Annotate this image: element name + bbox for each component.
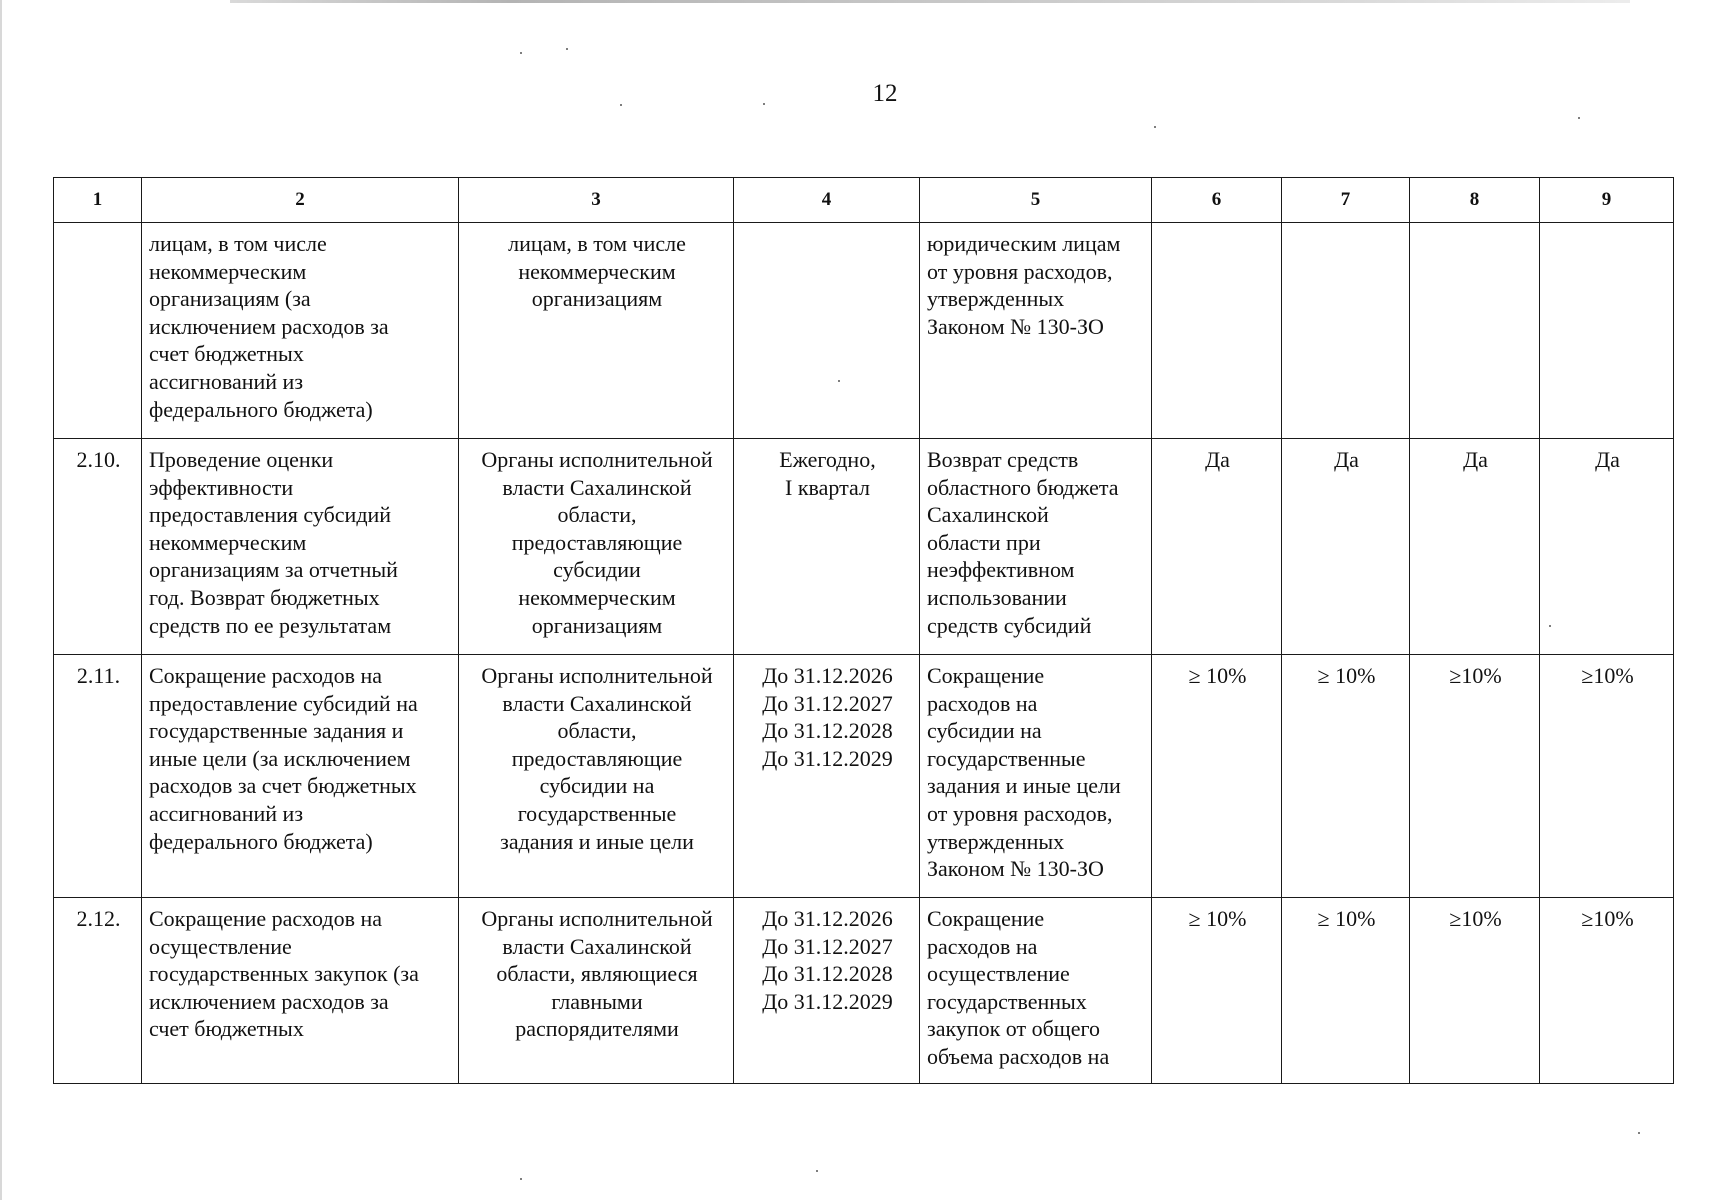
cell-line: некоммерческим	[149, 529, 307, 555]
cell-line: Органы исполнительной	[481, 663, 713, 688]
indicator-cell: ≥10%	[1410, 655, 1540, 898]
cell-line: предоставляющие	[511, 745, 683, 771]
row-number-cell: 2.11.	[54, 655, 142, 898]
table-row	[54, 898, 1674, 1084]
cell-line: Проведение оценки	[149, 447, 334, 472]
cell-line: осуществление	[927, 961, 1070, 987]
cell-line: юридическим лицам	[927, 231, 1121, 256]
term-cell	[734, 223, 920, 439]
cell-line: неэффективном	[927, 557, 1075, 583]
cell-line: государственных	[927, 988, 1087, 1014]
cell-line: Сахалинской	[927, 502, 1049, 528]
measure-cell	[142, 655, 459, 898]
cell-line: предоставления субсидий	[149, 502, 392, 528]
executor-cell	[459, 655, 734, 898]
cell-line: До 31.12.2027	[762, 933, 893, 959]
indicator-cell: Да	[1152, 439, 1282, 655]
cell-line: области при	[927, 529, 1041, 555]
cell-line: областного бюджета	[927, 474, 1119, 500]
scan-edge	[0, 0, 2, 1200]
table-row	[54, 439, 1674, 655]
cell-line: власти Сахалинской	[502, 933, 692, 959]
measure-cell	[142, 898, 459, 1084]
cell-line: некоммерческим	[518, 258, 676, 284]
scan-speck	[763, 103, 765, 105]
row-number-cell: 2.12.	[54, 898, 142, 1084]
scan-speck	[1549, 625, 1551, 627]
column-header: 6	[1152, 178, 1282, 223]
cell-line: расходов на	[927, 690, 1038, 716]
column-header: 1	[54, 178, 142, 223]
cell-line: объема расходов на	[927, 1043, 1110, 1069]
cell-line: государственных закупок (за	[149, 961, 419, 987]
cell-line: год. Возврат бюджетных	[149, 584, 380, 610]
cell-line: некоммерческим	[149, 258, 307, 284]
scan-speck	[1154, 126, 1156, 128]
cell-line: власти Сахалинской	[502, 474, 692, 500]
indicator-cell	[1410, 223, 1540, 439]
cell-line: от уровня расходов,	[927, 800, 1113, 826]
term-cell	[734, 898, 920, 1084]
cell-line: лицам, в том числе	[149, 231, 327, 256]
result-cell	[920, 439, 1152, 655]
cell-line: предоставляющие	[511, 529, 683, 555]
cell-line: До 31.12.2029	[762, 988, 893, 1014]
cell-line: государственные	[517, 800, 677, 826]
cell-line: средств субсидий	[927, 612, 1092, 638]
cell-line: Возврат средств	[927, 447, 1079, 472]
cell-line: власти Сахалинской	[502, 690, 692, 716]
cell-line: До 31.12.2026	[762, 663, 893, 688]
indicator-cell: ≥10%	[1540, 655, 1674, 898]
indicator-cell	[1152, 223, 1282, 439]
column-header: 3	[459, 178, 734, 223]
cell-line: ассигнований из	[149, 800, 304, 826]
scan-speck	[620, 104, 622, 106]
indicator-cell: ≥ 10%	[1282, 655, 1410, 898]
scan-speck	[1578, 117, 1580, 119]
scan-speck	[1638, 1132, 1640, 1134]
cell-line: Органы исполнительной	[481, 906, 713, 931]
table-row	[54, 655, 1674, 898]
cell-line: До 31.12.2027	[762, 690, 893, 716]
result-cell	[920, 223, 1152, 439]
indicator-cell: ≥10%	[1410, 898, 1540, 1084]
scan-speck	[566, 48, 568, 50]
cell-line: субсидии на	[927, 718, 1042, 744]
cell-line: организациям (за	[149, 286, 311, 312]
cell-line: организациям	[531, 612, 663, 638]
indicator-cell: Да	[1282, 439, 1410, 655]
indicator-cell: ≥10%	[1540, 898, 1674, 1084]
executor-cell	[459, 223, 734, 439]
cell-line: Сокращение расходов на	[149, 663, 383, 688]
scan-speck	[520, 1178, 522, 1180]
cell-line: счет бюджетных	[149, 1016, 304, 1042]
scan-artifact-line	[230, 0, 1630, 3]
cell-line: исключением расходов за	[149, 313, 389, 339]
indicator-cell: ≥ 10%	[1282, 898, 1410, 1084]
indicator-cell: ≥ 10%	[1152, 655, 1282, 898]
indicator-cell: Да	[1540, 439, 1674, 655]
cell-line: области,	[557, 718, 637, 744]
term-cell	[734, 439, 920, 655]
table-header-row	[54, 178, 1674, 223]
measures-table	[53, 177, 1674, 1084]
measure-cell	[142, 439, 459, 655]
column-header: 7	[1282, 178, 1410, 223]
indicator-cell: Да	[1410, 439, 1540, 655]
cell-line: области, являющиеся	[496, 961, 698, 987]
indicator-cell	[1282, 223, 1410, 439]
scan-speck	[520, 52, 522, 54]
scan-speck	[838, 380, 840, 382]
cell-line: расходов за счет бюджетных	[149, 773, 417, 799]
cell-line: задания и иные цели	[927, 773, 1121, 799]
cell-line: государственные	[927, 745, 1086, 771]
cell-line: главными	[551, 988, 643, 1014]
column-header: 9	[1540, 178, 1674, 223]
column-header: 8	[1410, 178, 1540, 223]
cell-line: использовании	[927, 584, 1067, 610]
cell-line: области,	[557, 502, 637, 528]
cell-line: лицам, в том числе	[508, 231, 686, 256]
executor-cell	[459, 898, 734, 1084]
cell-line: До 31.12.2026	[762, 906, 893, 931]
measure-cell	[142, 223, 459, 439]
cell-line: Законом № 130-ЗО	[927, 313, 1104, 339]
cell-line: федерального бюджета)	[149, 396, 373, 422]
cell-line: До 31.12.2029	[762, 745, 893, 771]
cell-line: исключением расходов за	[149, 988, 389, 1014]
executor-cell	[459, 439, 734, 655]
row-number-cell: 2.10.	[54, 439, 142, 655]
cell-line: субсидии	[553, 557, 641, 583]
indicator-cell	[1540, 223, 1674, 439]
cell-line: утвержденных	[927, 828, 1065, 854]
cell-line: ассигнований из	[149, 368, 304, 394]
term-cell	[734, 655, 920, 898]
cell-line: расходов на	[927, 933, 1038, 959]
cell-line: До 31.12.2028	[762, 718, 893, 744]
cell-line: Законом № 130-ЗО	[927, 856, 1104, 882]
cell-line: субсидии на	[539, 773, 655, 799]
cell-line: организациям	[531, 286, 663, 312]
cell-line: эффективности	[149, 474, 294, 500]
row-number-cell	[54, 223, 142, 439]
cell-line: организациям за отчетный	[149, 557, 398, 583]
cell-line: иные цели (за исключением	[149, 745, 411, 771]
cell-line: осуществление	[149, 933, 292, 959]
cell-line: федерального бюджета)	[149, 828, 373, 854]
column-header: 4	[734, 178, 920, 223]
result-cell	[920, 898, 1152, 1084]
cell-line: предоставление субсидий на	[149, 690, 418, 716]
cell-line: Ежегодно,	[779, 447, 876, 472]
column-header: 2	[142, 178, 459, 223]
result-cell	[920, 655, 1152, 898]
page-number: 12	[872, 80, 898, 107]
indicator-cell: ≥ 10%	[1152, 898, 1282, 1084]
cell-line: от уровня расходов,	[927, 258, 1113, 284]
cell-line: распорядителями	[515, 1016, 679, 1042]
cell-line: средств по ее результатам	[149, 612, 392, 638]
table-row	[54, 223, 1674, 439]
cell-line: До 31.12.2028	[762, 961, 893, 987]
cell-line: закупок от общего	[927, 1016, 1100, 1042]
cell-line: Сокращение	[927, 906, 1045, 931]
cell-line: счет бюджетных	[149, 341, 304, 367]
column-header: 5	[920, 178, 1152, 223]
cell-line: Сокращение расходов на	[149, 906, 383, 931]
cell-line: задания и иные цели	[500, 828, 694, 854]
cell-line: Сокращение	[927, 663, 1045, 688]
cell-line: некоммерческим	[518, 584, 676, 610]
scan-speck	[816, 1170, 818, 1172]
cell-line: государственные задания и	[149, 718, 404, 744]
cell-line: Органы исполнительной	[481, 447, 713, 472]
cell-line: I квартал	[785, 474, 870, 500]
cell-line: утвержденных	[927, 286, 1065, 312]
